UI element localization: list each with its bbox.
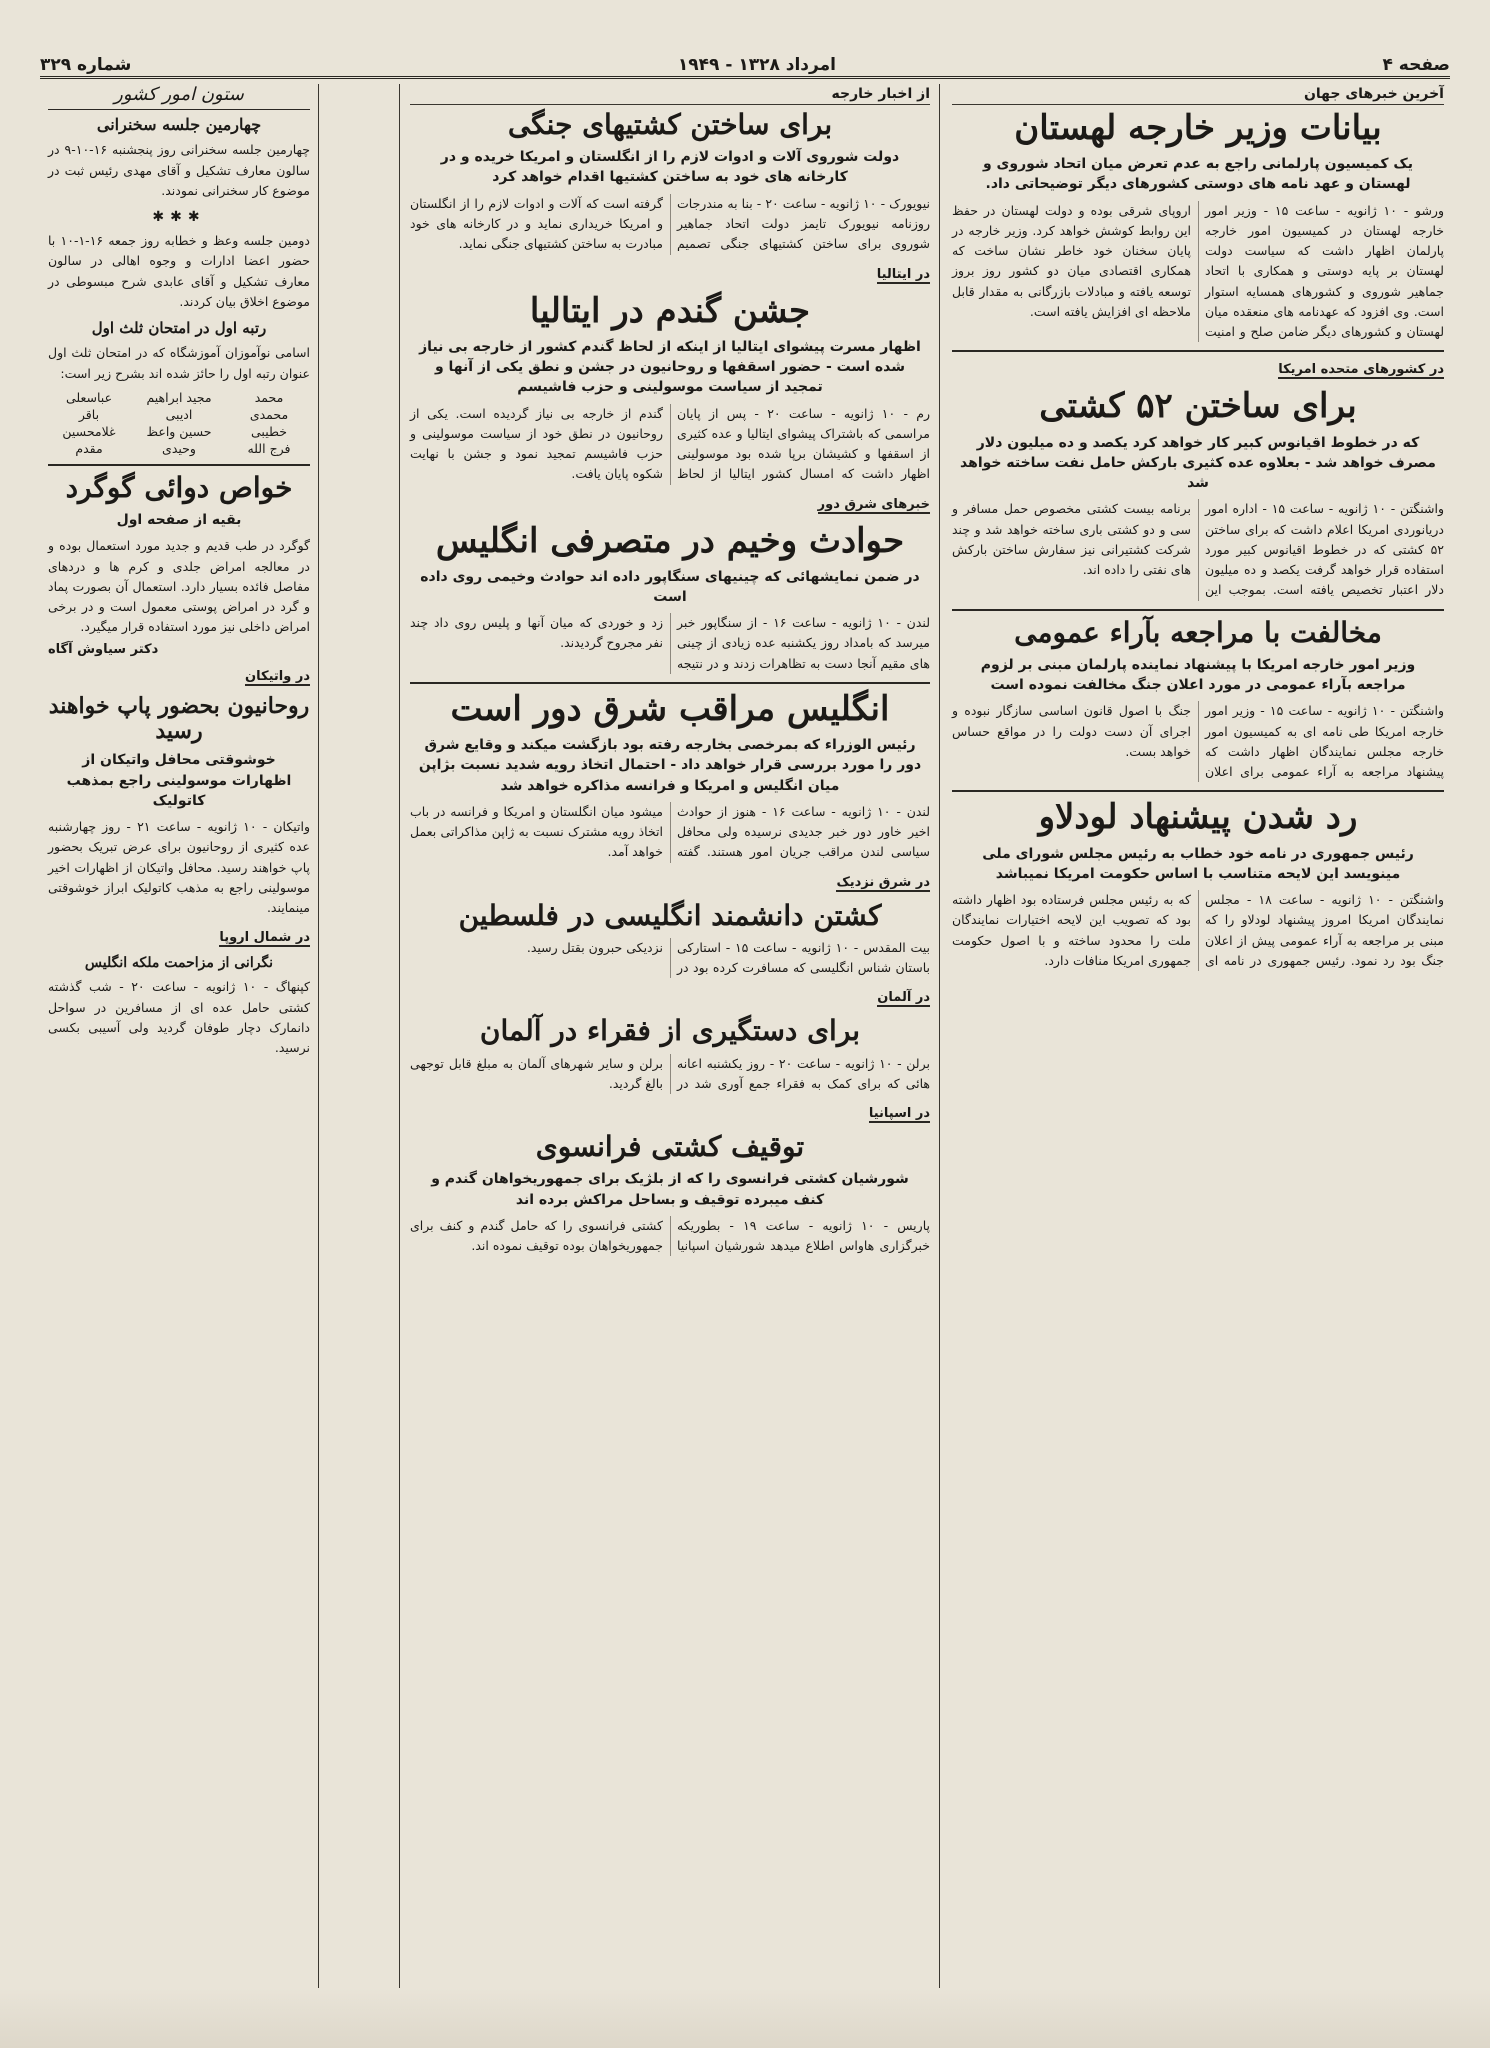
tab-vatican: در واتیکان [245, 668, 310, 684]
body-england-far-east: لندن - ۱۰ ژانویه - ساعت ۱۶ - هنوز از حوادث اخیر خاور دور خبر جدیدی نرسیده ولی محافل سیاسی لندن مراقب جریان امور هستند. گفته میشود میان انگلستان و امریکا و فرانسه در باب اتخاذ رویه مشترک نسبت به ژاپن مذاکراتی بعمل خواهد آمد. [410, 803, 931, 860]
left-column-head: ستون امور کشور [48, 84, 310, 110]
lead-england-far-east: رئیس الوزراء که بمرخصی بخارجه رفته بود بازگشت میکند و وقایع شرق دور را مورد بررسی قرار خواهد داد - احتمال اتخاذ رویه شدید نسبت بژاپن میان انگلیس و امریکا و فرانسه مذاکره خواهد شد [418, 737, 922, 794]
body-french-ship: پاریس - ۱۰ ژانویه - ساعت ۱۹ - بطوریکه خبرگزاری هاواس اطلاع میدهد شورشیان اسپانیا کشتی فرانسوی را که حامل گندم و کنف برای جمهوریخواهان بوده توقیف نموده اند. [410, 1217, 930, 1254]
headline-french-ship: توقیف کشتی فرانسوی [535, 1130, 805, 1164]
article-sermon [48, 231, 310, 312]
student-name: محمدی [249, 406, 289, 422]
article-sulfur [48, 472, 310, 657]
right-kicker: آخرین خبرهای جهان [952, 84, 1444, 105]
tab-usa: در کشورهای متحده امریکا [1278, 362, 1444, 378]
sub-sulfur: بقیه از صفحه اول [116, 512, 242, 529]
student-name: وحیدی [162, 440, 196, 456]
body-sulfur: گوگرد در طب قدیم و جدید مورد استعمال بوده و در معالجه امراض جلدی و کرم ها و دردهای مفاصل فائده بسیار دارد. استعمال آن بصورت پماد و گرد در امراض پوستی معمول است و در برخی امراض داخلی نیز مورد استفاده قرار میگیرد. [48, 538, 310, 635]
student-name: غلامحسین [62, 423, 116, 439]
body-poland: ورشو - ۱۰ ژانویه - ساعت ۱۵ - وزیر امور خارجه لهستان در کمیسیون امور خارجه پارلمان اظهار داشت که سیاست دولت لهستان بر پایه دوستی و همکاری با اتحاد جماهیر شوروی و کشورهای همسایه استوار است. وی افزود که عهدنامه های منعقده میان لهستان و کشورهای دیگر ضامن صلح و امنیت اروپای شرقی بوده و دولت لهستان در حفظ این روابط کوشش خواهد کرد. وزیر خارجه در پایان سخنان خود خاطر نشان ساخت که همکاری اقتصادی میان دو کشور روز بروز توسعه یافته و مبادلات بازرگانی به مقدار قابل ملاحظه ای افزایش یافته است. [952, 202, 1444, 340]
columns [40, 84, 1450, 1988]
article-palestine [410, 900, 930, 979]
left-column [40, 84, 319, 1988]
article-referendum [952, 617, 1444, 783]
tab-near-east: در شرق نزدیک [836, 874, 930, 890]
student-names [48, 390, 310, 456]
tab-spain: در اسپانیا [868, 1106, 930, 1122]
body-warships: نیویورک - ۱۰ ژانویه - ساعت ۲۰ - بنا به مندرجات روزنامه نیویورک تایمز دولت اتحاد جماهیر شوروی برای ساختن کشتیهای جنگی تصمیم گرفته است که آلات و ادوات لازم را از انگلستان و امریکا خریداری نماید و در کارخانه های خود مبادرت به ساختن کشتیهای جنگی نماید. [410, 195, 931, 252]
headline-sulfur: خواص دوائی گوگرد [65, 470, 293, 504]
student-name: عباسعلی [65, 389, 113, 405]
article-vatican [48, 694, 310, 919]
headline-vatican: روحانیون بحضور پاپ خواهند رسید [48, 692, 310, 744]
tab-italy: در ایتالیا [876, 266, 930, 282]
lead-ships: که در خطوط اقیانوس کبیر کار خواهد کرد یکصد و ده میلیون دلار مصرف خواهد شد - بعلاوه عده کثیری بارکش حامل نفت ساخته خواهد شد [960, 434, 1436, 492]
author-signature: دکتر سیاوش آگاه [48, 641, 159, 657]
headline-ships: برای ساختن ۵۲ کشتی [1039, 386, 1357, 427]
masthead [40, 54, 1450, 79]
article-rank [48, 320, 310, 456]
article-ships [952, 387, 1444, 600]
page-bottom-margin [0, 1988, 1490, 2048]
headline-rank: رتبه اول در امتحان ثلث اول [91, 319, 267, 338]
tab-north-europe: در شمال اروپا [219, 930, 310, 946]
student-name: مجید ابراهیم [146, 389, 212, 405]
student-name: ادیبی [165, 406, 193, 422]
sub-vatican: خوشوقتی محافل واتیکان از اظهارات موسولینی راجع بمذهب کاتولیک [66, 752, 292, 809]
article-french-ship [410, 1131, 930, 1256]
student-name: فرج الله [247, 440, 291, 456]
body-palestine: بیت المقدس - ۱۰ ژانویه - ساعت ۱۵ - استارکی باستان شناس انگلیسی که مسافرت کرده بود در نزدیکی حبرون بقتل رسید. [526, 939, 931, 976]
headline-north-europe: نگرانی از مزاحمت ملکه انگلیس [84, 955, 274, 972]
body-vatican: واتیکان - ۱۰ ژانویه - ساعت ۲۱ - روز چهارشنبه عده کثیری از روحانیون برای عرض تبریک بحضور پاپ خواهند رسید. محافل واتیکان از اظهارات اخیر موسولینی راجع به مذهب کاتولیک ابراز خوشوقتی مینمایند. [48, 819, 311, 916]
body-referendum: واشنگتن - ۱۰ ژانویه - ساعت ۱۵ - وزیر امور خارجه امریکا طی نامه ای به کمیسیون امور خارجه مجلس نمایندگان اظهار داشت که پیشنهاد مراجعه به آراء عمومی برای اعلان جنگ با اصول قانون اساسی سازگار نبوده و اجرای آن دست دولت را در مواقع حساس خواهد بست. [952, 703, 1444, 780]
issue-number: شماره ۳۲۹ [40, 55, 132, 75]
headline-england-far-east: انگلیس مراقب شرق دور است [450, 688, 890, 729]
body-rank: اسامی نوآموزان آموزشگاه که در امتحان ثلث اول عنوان رتبه اول را حائز شده اند بشرح زیر است: [48, 345, 310, 381]
lead-singapore: در ضمن نمایشهائی که چینیهای سنگاپور داده اند حوادث وخیمی روی داده است [420, 568, 920, 605]
tab-germany: در آلمان [877, 990, 930, 1006]
body-wheat: رم - ۱۰ ژانویه - ساعت ۲۰ - پس از پایان مراسمی که باشتراک پیشوای ایتالیا و عده کثیری از اسقفها و کشیشان برپا شده بود موسولینی اظهار داشت که امسال کشور ایتالیا از لحاظ گندم از خارجه بی نیاز گردیده است. یکی از روحانیون در نطق خود از سیاست موسولینی و حزب فاشیسم تمجید نمود و جشن با نهایت شکوه پایان یافت. [410, 405, 931, 482]
lead-warships: دولت شوروی آلات و ادوات لازم را از انگلستان و امریکا خریده و در کارخانه های خود به ساختن کشتیها اقدام خواهد کرد [440, 149, 900, 186]
student-name: حسین واعظ [146, 423, 212, 439]
article-wheat [410, 292, 930, 485]
student-name: باقر [78, 406, 100, 422]
article-ludlow [952, 798, 1444, 971]
body-sermon: دومین جلسه وعظ و خطابه روز جمعه ۱۶-۱-۱۰ با حضور اعضا ادارات و وجوه اهالی در سالون معارف تشکیل و آقای عابدی شرح مبسوطی در موضوع اخلاق بیان کردند. [48, 233, 311, 309]
headline-germany: برای دستگیری از فقراء در آلمان [479, 1014, 861, 1048]
tab-far-east: خبرهای شرق دور [817, 496, 930, 512]
headline-palestine: کشتن دانشمند انگلیسی در فلسطین [458, 898, 882, 932]
lead-wheat: اظهار مسرت پیشوای ایتالیا از اینکه از لحاظ گندم کشور از خارجه بی نیاز شده است - حضور اسقفها و روحانیون در جشن و نطق یکی از آنها و تمجید از سیاست موسولینی و حزب فاشیسم [419, 338, 921, 396]
student-name: خطیبی [251, 423, 287, 439]
student-name: مقدم [75, 440, 103, 456]
headline-ludlow: رد شدن پیشنهاد لودلاو [1038, 797, 1358, 838]
lead-poland: یک کمیسیون پارلمانی راجع به عدم تعرض میان اتحاد شوروی و لهستان و عهد نامه های دوستی کشورهای دیگر توضیحاتی داد. [982, 156, 1414, 193]
separator-stars: ✱✱✱ [152, 209, 206, 226]
headline-poland: بیانات وزیر خارجه لهستان [1014, 108, 1382, 148]
middle-column [399, 84, 940, 1988]
article-england-far-east [410, 690, 930, 863]
headline-referendum: مخالفت با مراجعه بآراء عمومی [1014, 615, 1382, 649]
article-poland [952, 109, 1444, 342]
right-column [939, 84, 1450, 1988]
lead-referendum: وزیر امور خارجه امریکا با پیشنهاد نماینده پارلمان مبنی بر لزوم مراجعه بآراء عمومی در مورد اعلان جنگ مخالفت نموده است [980, 656, 1416, 694]
article-north-europe [48, 955, 310, 1058]
article-germany [410, 1015, 930, 1094]
body-germany: برلن - ۱۰ ژانویه - ساعت ۲۰ - روز یکشنبه اعانه هائی که برای کمک به فقراء جمع آوری شد در برلن و سایر شهرهای آلمان به مبلغ قابل توجهی بالغ گردید. [410, 1055, 930, 1091]
article-singapore [410, 522, 930, 674]
headline-wheat: جشن گندم در ایتالیا [529, 290, 811, 331]
masthead-date: امرداد ۱۳۲۸ - ۱۹۴۹ [677, 55, 836, 75]
middle-kicker: از اخبار خارجه [410, 84, 930, 105]
student-name: محمد [254, 389, 284, 405]
body-north-europe: کپنهاگ - ۱۰ ژانویه - ساعت ۲۰ - شب گذشته کشتی حامل عده ای از مسافرین در سواحل دانمارک دچار طوفان گردید ولی آسیبی بکسی نرسید. [48, 979, 311, 1056]
headline-warships: برای ساختن کشتیهای جنگی [507, 108, 833, 141]
body-lecture: چهارمین جلسه سخنرانی روز پنجشنبه ۱۶-۱۰-۹ در سالون معارف تشکیل و آقای مهدی رئیس ثبت در موضوع کار سخنرانی نمودند. [48, 142, 311, 198]
headline-lecture: چهارمین جلسه سخنرانی [96, 115, 262, 134]
lead-french-ship: شورشیان کشتی فرانسوی را که از بلژیک برای جمهوریخواهان گندم و کنف میبرده توقیف و بساحل مراکش برده اند [431, 1171, 909, 1208]
headline-singapore: حوادث وخیم در متصرفی انگلیس [435, 520, 905, 561]
body-ludlow: واشنگتن - ۱۰ ژانویه - ساعت ۱۸ - مجلس نمایندگان امریکا امروز پیشنهاد لودلاو را که مبنی بر مراجعه به آراء عمومی پیش از اعلان جنگ بود رد نمود. رئیس جمهوری در نامه ای که به رئیس مجلس فرستاده بود اظهار داشته بود که تصویب این لایحه اختیارات نمایندگان ملت را محدود ساخته و با اصول حکومت جمهوری امریکا منافات دارد. [952, 892, 1444, 968]
body-singapore: لندن - ۱۰ ژانویه - ساعت ۱۶ - از سنگاپور خبر میرسد که بامداد روز یکشنبه عده زیادی از چینی های مقیم آنجا دست به تظاهرات زدند و در نتیجه زد و خوردی که میان آنها و پلیس روی داد چند نفر مجروح گردیدند. [410, 615, 931, 671]
body-ships: واشنگتن - ۱۰ ژانویه - ساعت ۱۵ - اداره امور دریانوردی امریکا اعلام داشت که برای ساختن ۵۲ کشتی که در خطوط اقیانوس کبیر مورد استفاده قرار خواهد گرفت یکصد و ده میلیون دلار اعتبار تخصیص یافته است. بموجب این برنامه بیست کشتی مخصوص حمل مسافر و سی و دو کشتی باری ساخته خواهد شد و چند شرکت کشتیرانی نیز سفارش ساختن بارکش های نفتی را داده اند. [952, 501, 1444, 598]
lead-ludlow: رئیس جمهوری در نامه خود خطاب به رئیس مجلس شورای ملی مینویسد این لایحه متناسب با اساس حکومت امریکا نمیباشد [982, 845, 1414, 882]
article-warships [410, 109, 930, 255]
article-lecture [48, 116, 310, 201]
page-label: صفحه ۴ [1382, 55, 1450, 75]
